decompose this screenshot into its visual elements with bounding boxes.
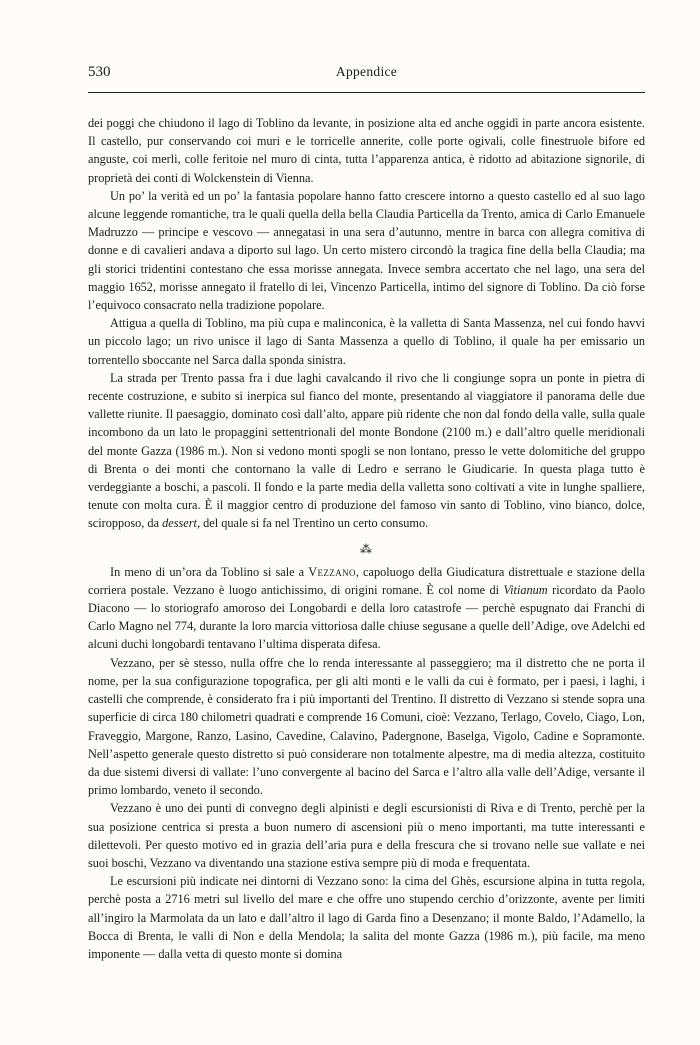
section-separator: ⁂ bbox=[360, 541, 373, 556]
text-run: , capoluogo della Giudicatura distrettuale e stazione della corriera postale. Vezzano è luogo antichissimo, di origini romane. È col nome di bbox=[88, 564, 645, 597]
italic-term: Vitianum bbox=[503, 582, 548, 597]
paragraph: Attigua a quella di Toblino, ma più cupa e malinconica, è la valletta di Santa Massenza, nel cui fondo havvi un piccolo lago; un rivo unisce il lago di Santa Massenza a quello di Toblino, il quale ha per emissario un torrentello sboccante nel Sarca dalla sponda sinistra. bbox=[88, 316, 645, 367]
body-text bbox=[88, 114, 645, 963]
place-name: Vezzano bbox=[308, 564, 356, 579]
paragraph: dei poggi che chiudono il lago di Toblino da levante, in posizione alta ed anche oggidì in parte ancora esistente. Il castello, pur conservando coi muri e le torricelle annerite, colle porte ogivali, colle finestruole bifore ed anguste, coi merli, colle feritoie nel muro di cinta, tutta l’apparenza antica, è ridotto ad abitazione signorile, di proprietà dei conti di Wolckenstein di Vienna. bbox=[88, 116, 645, 185]
paragraph bbox=[88, 563, 645, 654]
text-run: In meno di un’ora da Toblino si sale a bbox=[110, 564, 309, 579]
text-run: La strada per Trento passa fra i due laghi cavalcando il rivo che li congiunge sopra un ponte in pietra di recente costruzione, e subito si inerpica sul fianco del monte, presentando al viaggiatore il panorama delle due vallette riunite. Il paesaggio, dominato così dall’alto, appare più ridente che non dal fondo della valle, sulla quale incombono da un lato le propaggini settentrionali del monte Bondone (2100 m.) e dall’altro quelle meridionali del monte Gazza (1986 m.). Non si vedono monti spogli se non lontano, presso le vette dolomitiche del gruppo di Brenta o dei monti che contornano la valle di Ledro e serrano le Giudicarie. In questa plaga tutto è verdeggiante a boschi, a pascoli. Il fondo e la parte media della valletta sono coltivati a vite in lunghe spalliere, tenute con molta cura. È il maggior centro di produzione del famoso vin santo di Toblino, vino bianco, dolce, sciropposo, da bbox=[88, 370, 645, 531]
page-number: 530 bbox=[88, 64, 111, 80]
italic-term: dessert, bbox=[162, 516, 201, 531]
running-title: Appendice bbox=[335, 64, 398, 79]
paragraph: Un po’ la verità ed un po’ la fantasia popolare hanno fatto crescere intorno a questo castello ed al suo lago alcune leggende romantiche, tra le quali quella della bella Claudia Particella da Trento, amica di Carlo Emanuele Madruzzo — principe e vescovo — annegatasi in una sera d’autunno, mentre in barca con allegra comitiva di donne e di cavalieri andava a diporto sul lago. Un certo mistero circondò la tragica fine della bella Claudia; ma gli storici tridentini contestano che essa morisse annegata. Invece sembra accertato che nel lago, una sera del maggio 1652, morisse annegato il fratello di lei, Vincenzo Particella, intimo del signore di Toblino. Da ciò forse l’equivoco consacrato nella tradizione popolare. bbox=[88, 188, 645, 313]
page-header bbox=[88, 64, 645, 93]
paragraph: Le escursioni più indicate nei dintorni di Vezzano sono: la cima del Ghès, escursione alpina in tutta regola, perchè posta a 2716 metri sul livello del mare e che offre uno stupendo cerchio d’orizzonte, avente per limiti all’ingiro la Marmolata da un lato e dall’altro il lago di Garda fino a Desenzano; il monte Baldo, l’Adamello, la Bocca di Brenta, le valli di Non e della Mendola; la salita del monte Gazza (1986 m.), più facile, ma meno imponente — dalla vetta di questo monte si domina bbox=[88, 874, 645, 961]
paragraph: Vezzano, per sè stesso, nulla offre che lo renda interessante al passeggiero; ma il distretto che ne porta il nome, per la sua configurazione topografica, per gli alti monti e le valli da cui è formato, per i paesi, i laghi, i castelli che comprende, è considerato fra i più importanti del Trentino. Il distretto di Vezzano si stende sopra una superficie di circa 180 chilometri quadrati e comprende 16 Comuni, cioè: Vezzano, Terlago, Covelo, Ciago, Lon, Fraveggio, Margone, Ranzo, Lasino, Cavedine, Calavino, Padergnone, Baselga, Vigolo, Cadine e Sopramonte. Nell’aspetto generale questo distretto si può considerare non totalmente alpestre, ma di media altezza, costituito da due sistemi diversi di vallate: l’uno convergente al bacino del Sarca e l’altro alla valle dell’Adige, versante il primo lombardo, veneto il secondo. bbox=[88, 655, 645, 798]
paragraph bbox=[88, 369, 645, 533]
text-run: del quale si fa nel Trentino un certo consumo. bbox=[200, 516, 429, 531]
paragraph: Vezzano è uno dei punti di convegno degli alpinisti e degli escursionisti di Riva e di Trento, perchè per la sua posizione centrica si presta a buon numero di ascensioni più o meno importanti, ma tutte interessanti e dilettevoli. Per questo motivo ed in grazia dell’aria pura e della frescura che si trovano nelle sue vallate e nei suoi boschi, Vezzano va diventando una stazione estiva sempre più di moda e frequentata. bbox=[88, 801, 645, 870]
text-run: ricordato da Paolo Diacono — lo storiografo amoroso dei Longobardi e della loro catastrofe — perchè espugnato dai Franchi di Carlo Magno nel 774, durante la loro marcia vittoriosa dalle chiuse segusane a quelle dell’Adige, ove Adelchi ed alcuni duchi longobardi tentavano l’ultima disperata difesa. bbox=[88, 582, 645, 652]
